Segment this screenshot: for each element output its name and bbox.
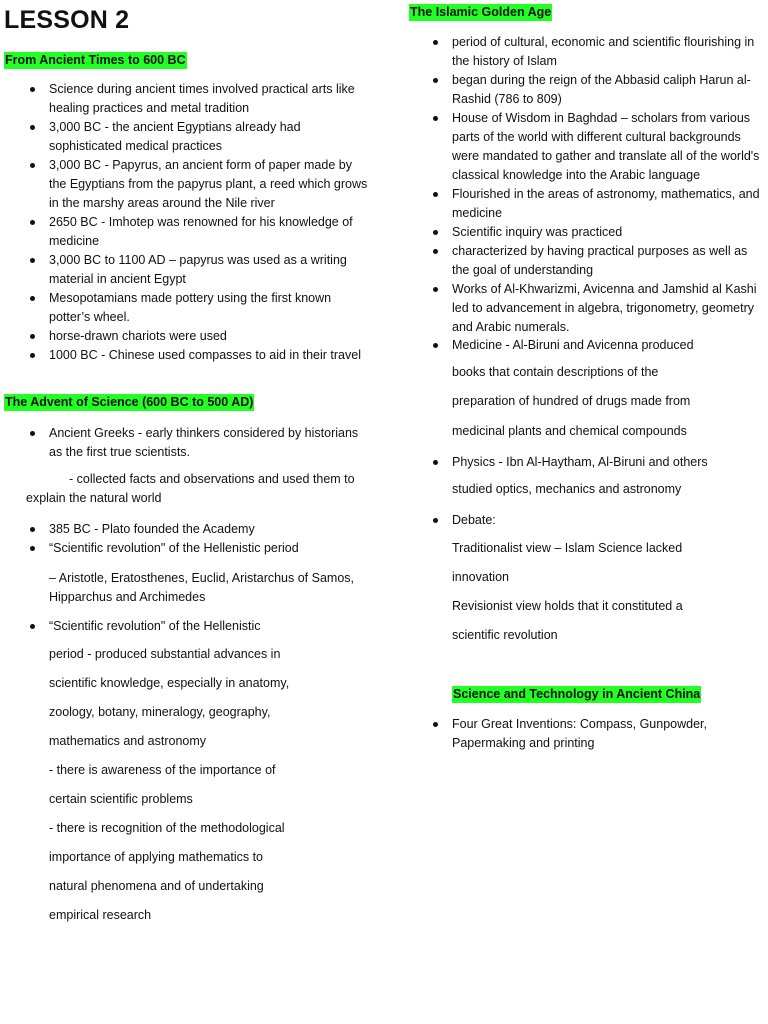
- spaced-line: mathematics and astronomy: [49, 734, 207, 748]
- spaced-line: zoology, botany, mineralogy, geography,: [49, 705, 271, 719]
- spaced-line: Revisionist view holds that it constituted a: [452, 599, 683, 613]
- medicine-list: [452, 336, 764, 355]
- list-item: Debate:: [452, 511, 764, 530]
- section-heading-ancient-china: Science and Technology in Ancient China: [453, 687, 701, 701]
- spaced-line: scientific knowledge, especially in anatomy,: [49, 676, 290, 690]
- list-item: Works of Al-Khwarizmi, Avicenna and Jamshid al Kashi led to advancement in algebra, trigonometry, geometry and Arabic numerals.: [452, 280, 764, 337]
- spaced-line: medicinal plants and chemical compounds: [452, 424, 687, 438]
- list-item: 3,000 BC to 1100 AD – papyrus was used as a writing material in ancient Egypt: [49, 251, 369, 289]
- list-item: Scientific inquiry was practiced: [452, 223, 764, 242]
- list-item: 2650 BC - Imhotep was renowned for his knowledge of medicine: [49, 213, 369, 251]
- list-item: period of cultural, economic and scientific flourishing in the history of Islam: [452, 33, 764, 71]
- bullet-continuation: – Aristotle, Eratosthenes, Euclid, Aristarchus of Samos, Hipparchus and Archimedes: [49, 571, 355, 604]
- advent-list-c: [49, 617, 367, 636]
- spaced-line: importance of applying mathematics to: [49, 850, 263, 864]
- physics-list: [452, 453, 764, 472]
- debate-list: [452, 511, 764, 530]
- spaced-line: natural phenomena and of undertaking: [49, 879, 264, 893]
- spaced-line: - there is recognition of the methodological: [49, 821, 285, 835]
- ancient-times-list: [49, 80, 369, 365]
- ancient-china-list: [452, 715, 742, 753]
- spaced-line: preparation of hundred of drugs made from: [452, 394, 691, 408]
- section-heading-ancient-times: From Ancient Times to 600 BC: [5, 53, 186, 67]
- list-item: Four Great Inventions: Compass, Gunpowder, Papermaking and printing: [452, 715, 742, 753]
- list-item: 385 BC - Plato founded the Academy: [49, 520, 367, 539]
- list-item: “Scientific revolution" of the Hellenistic period: [49, 539, 367, 558]
- section-heading-islamic-golden-age: The Islamic Golden Age: [410, 5, 552, 19]
- list-item: Medicine - Al-Biruni and Avicenna produced: [452, 336, 764, 355]
- list-item: horse-drawn chariots were used: [49, 327, 369, 346]
- bullet-continuation: explain the natural world: [26, 491, 162, 505]
- list-item: “Scientific revolution" of the Hellenistic: [49, 617, 367, 636]
- list-item: House of Wisdom in Baghdad – scholars from various parts of the world with different cultural backgrounds were mandated to gather and translate all of the world's classical knowledge into the Arabic language: [452, 109, 764, 185]
- list-item: 3,000 BC - the ancient Egyptians already had sophisticated medical practices: [49, 118, 369, 156]
- list-item: Science during ancient times involved practical arts like healing practices and metal tradition: [49, 80, 369, 118]
- list-item: 1000 BC - Chinese used compasses to aid in their travel: [49, 346, 369, 365]
- list-item: began during the reign of the Abbasid caliph Harun al-Rashid (786 to 809): [452, 71, 764, 109]
- spaced-line: empirical research: [49, 908, 152, 922]
- list-item: Ancient Greeks - early thinkers considered by historians as the first true scientists.: [49, 424, 367, 462]
- advent-list-a: [49, 424, 367, 462]
- spaced-line: period - produced substantial advances in: [49, 647, 281, 661]
- spaced-line: innovation: [452, 570, 509, 584]
- spaced-line: Traditionalist view – Islam Science lacked: [452, 541, 683, 555]
- spaced-line: scientific revolution: [452, 628, 558, 642]
- list-item: characterized by having practical purposes as well as the goal of understanding: [452, 242, 764, 280]
- bullet-continuation: - collected facts and observations and used them to: [69, 472, 355, 486]
- spaced-line: certain scientific problems: [49, 792, 193, 806]
- list-item: 3,000 BC - Papyrus, an ancient form of paper made by the Egyptians from the papyrus plant, a reed which grows in the marshy areas around the Nile river: [49, 156, 369, 213]
- lesson-title: LESSON 2: [4, 6, 130, 34]
- list-item: Mesopotamians made pottery using the first known potter’s wheel.: [49, 289, 369, 327]
- spaced-line: - there is awareness of the importance of: [49, 763, 276, 777]
- islamic-golden-age-list: [452, 33, 764, 337]
- spaced-line: books that contain descriptions of the: [452, 365, 659, 379]
- list-item: Physics - Ibn Al-Haytham, Al-Biruni and others: [452, 453, 764, 472]
- spaced-line: studied optics, mechanics and astronomy: [452, 482, 682, 496]
- advent-list-b: [49, 520, 367, 558]
- list-item: Flourished in the areas of astronomy, mathematics, and medicine: [452, 185, 764, 223]
- section-heading-advent-of-science: The Advent of Science (600 BC to 500 AD): [5, 395, 254, 409]
